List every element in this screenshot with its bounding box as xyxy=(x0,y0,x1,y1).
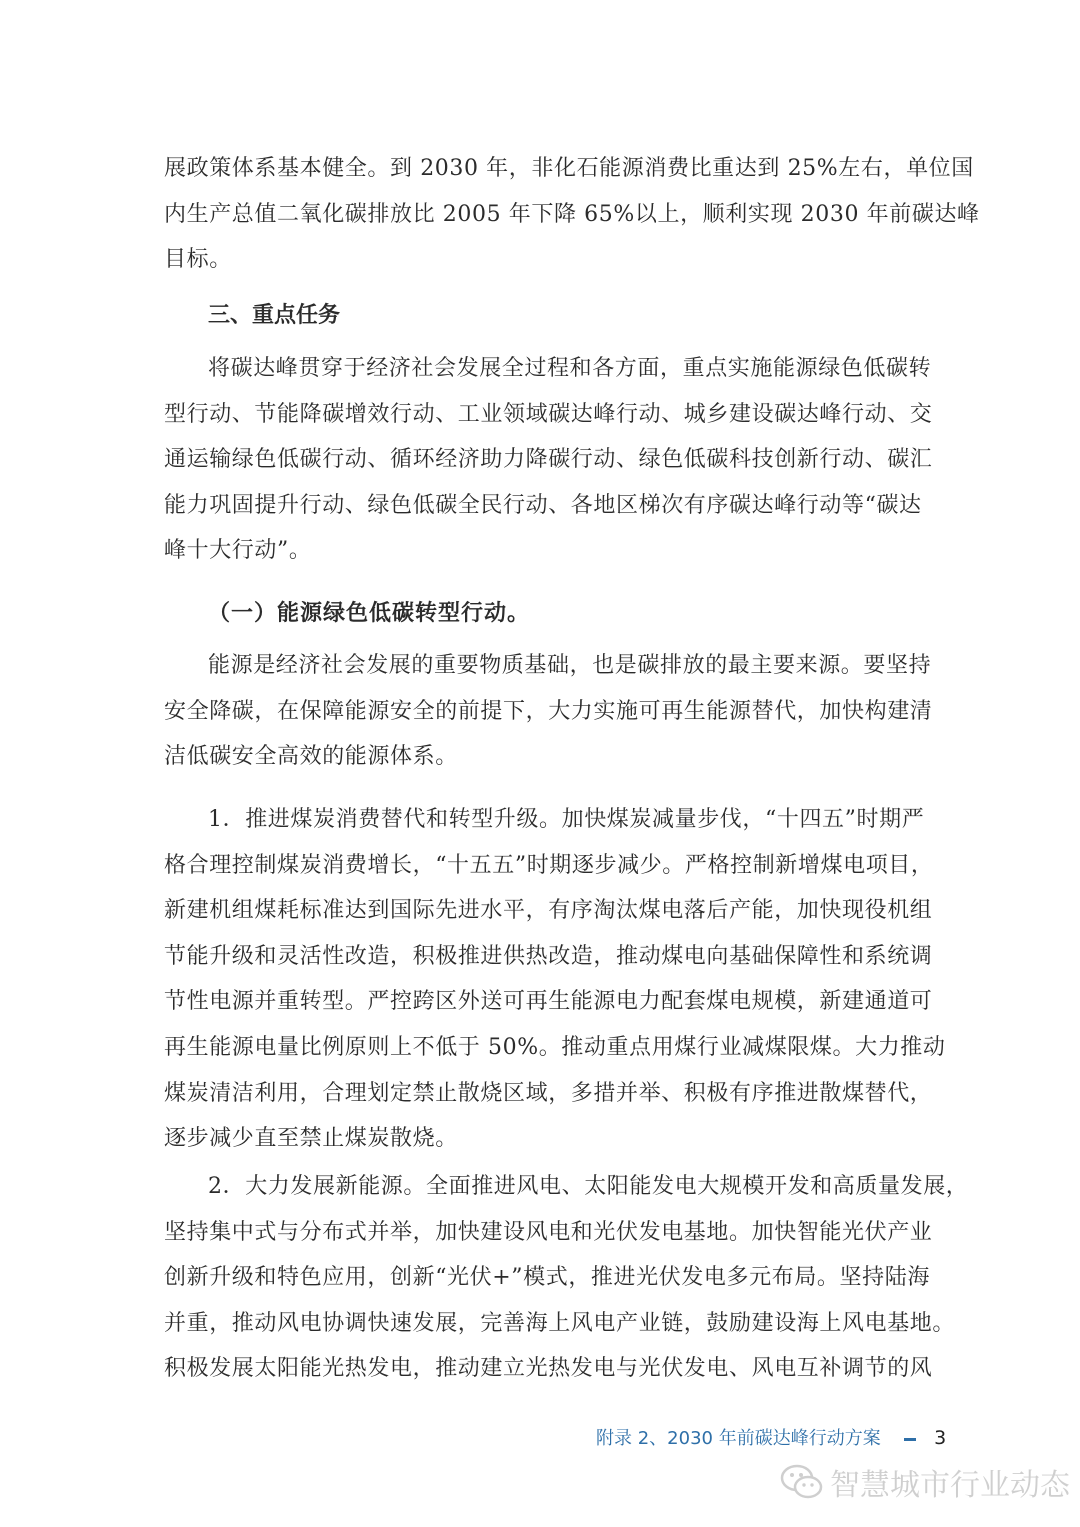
wechat-icon xyxy=(780,1462,824,1502)
text-line: 1．推进煤炭消费替代和转型升级。加快煤炭减量步伐，“十四五”时期严 xyxy=(208,807,925,832)
paragraph-ten-actions xyxy=(164,346,933,574)
footer-dash xyxy=(904,1438,916,1441)
text-line: 积极发展太阳能光热发电，推动建立光热发电与光伏发电、风电互补调节的风 xyxy=(164,1356,933,1382)
text-line: 煤炭清洁利用，合理划定禁止散烧区域，多措并举、积极有序推进散煤替代， xyxy=(164,1080,933,1106)
text-line: 将碳达峰贯穿于经济社会发展全过程和各方面，重点实施能源绿色低碳转 xyxy=(208,356,932,381)
text-line: 能源是经济社会发展的重要物质基础，也是碳排放的最主要来源。要坚持 xyxy=(208,653,932,678)
text-line: 2．大力发展新能源。全面推进风电、太阳能发电大规模开发和高质量发展， xyxy=(208,1174,969,1199)
subheading-energy-transition: （一）能源绿色低碳转型行动。 xyxy=(208,600,531,626)
wechat-watermark xyxy=(780,1460,1070,1504)
text-line: 目标。 xyxy=(164,247,232,273)
text-line: 能力巩固提升行动、绿色低碳全民行动、各地区梯次有序碳达峰行动等“碳达 xyxy=(164,492,922,518)
text-line: 节能升级和灵活性改造，积极推进供热改造，推动煤电向基础保障性和系统调 xyxy=(164,943,933,969)
footer-title: 附录 2、2030 年前碳达峰行动方案 xyxy=(596,1428,881,1449)
text-line: 格合理控制煤炭消费增长，“十五五”时期逐步减少。严格控制新增煤电项目， xyxy=(164,852,934,878)
text-line: 并重，推动风电协调快速发展，完善海上风电产业链，鼓励建设海上风电基地。 xyxy=(164,1310,956,1336)
text-line: 通运输绿色低碳行动、循环经济助力降碳行动、绿色低碳科技创新行动、碳汇 xyxy=(164,447,933,473)
text-line: 新建机组煤耗标准达到国际先进水平，有序淘汰煤电落后产能，加快现役机组 xyxy=(164,898,933,924)
text-line: 洁低碳安全高效的能源体系。 xyxy=(164,744,458,770)
text-line: 再生能源电量比例原则上不低于 50%。推动重点用煤行业减煤限煤。大力推动 xyxy=(164,1034,946,1060)
paragraph-policy-goals xyxy=(164,146,980,283)
page-footer xyxy=(596,1424,946,1450)
text-line: 逐步减少直至禁止煤炭散烧。 xyxy=(164,1126,458,1152)
text-line: 节性电源并重转型。严控跨区外送可再生能源电力配套煤电规模，新建通道可 xyxy=(164,989,933,1015)
text-line: 创新升级和特色应用，创新“光伏+”模式，推进光伏发电多元布局。坚持陆海 xyxy=(164,1265,930,1291)
paragraph-coal-transition xyxy=(164,797,946,1162)
section-heading-key-tasks: 三、重点任务 xyxy=(208,303,341,328)
page-number: 3 xyxy=(934,1427,947,1449)
text-line: 坚持集中式与分布式并举，加快建设风电和光伏发电基地。加快智能光伏产业 xyxy=(164,1219,933,1245)
text-line: 内生产总值二氧化碳排放比 2005 年下降 65%以上，顺利实现 2030 年前碳达峰 xyxy=(164,201,980,227)
text-line: 型行动、节能降碳增效行动、工业领域碳达峰行动、城乡建设碳达峰行动、交 xyxy=(164,401,933,427)
paragraph-new-energy xyxy=(164,1164,969,1392)
watermark-text: 智慧城市行业动态 xyxy=(830,1468,1070,1503)
text-line: 展政策体系基本健全。到 2030 年，非化石能源消费比重达到 25%左右，单位国 xyxy=(164,156,974,181)
text-line: 安全降碳，在保障能源安全的前提下，大力实施可再生能源替代，加快构建清 xyxy=(164,698,933,724)
paragraph-energy-basis xyxy=(164,643,933,780)
text-line: 峰十大行动”。 xyxy=(164,538,312,564)
